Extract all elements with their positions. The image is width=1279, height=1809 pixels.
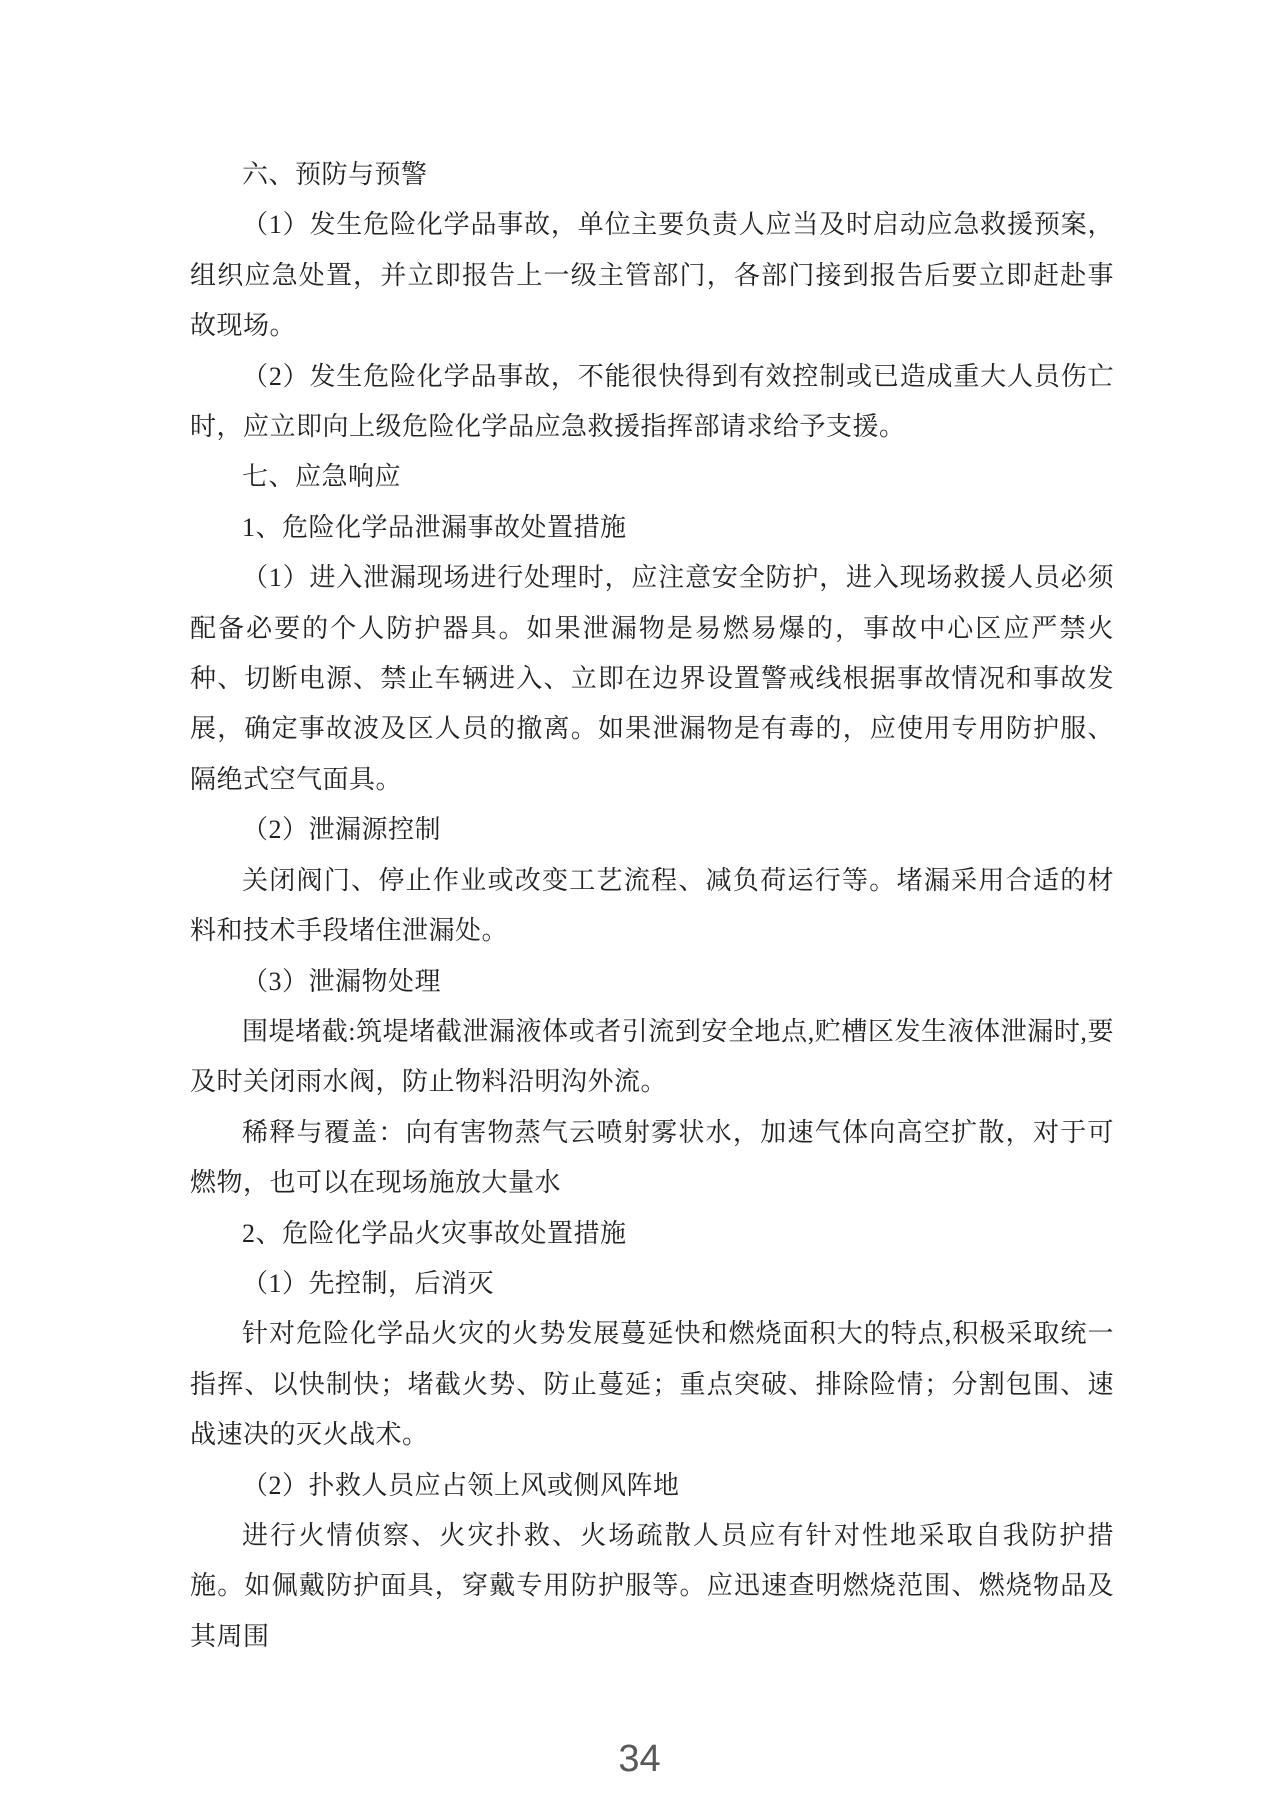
subsection-upwind-position: （2）扑救人员应占领上风或侧风阵地 (242, 1470, 680, 1500)
para-dike-containment: 围堤堵截:筑堤堵截泄漏液体或者引流到安全地点,贮槽区发生液体泄漏时,要及时关闭雨水阀，防止物料沿明沟外流。 (190, 1016, 1114, 1097)
para-leak-site-entry-protection: （1）进入泄漏现场进行处理时，应注意安全防护，进入现场救援人员必须配备必要的个人防护器具。如果泄漏物是易燃易爆的，事故中心区应严禁火种、切断电源、禁止车辆进入、立即在边界设置警戒线根据事故情况和事故发展，确定事故波及区人员的撤离。如果泄漏物是有毒的，应使用专用防护服、隔绝式空气面具。 (190, 563, 1114, 794)
document-body (190, 150, 1114, 1662)
subsection-control-first-extinguish-later: （1）先控制，后消灭 (242, 1268, 495, 1298)
section-heading-prevention-warning: 六、预防与预警 (242, 160, 428, 189)
para-accident-request-support: （2）发生危险化学品事故，不能很快得到有效控制或已造成重大人员伤亡时，应立即向上级危险化学品应急救援指挥部请求给予支援。 (190, 361, 1114, 442)
section-heading-emergency-response: 七、应急响应 (242, 462, 402, 492)
para-fire-recon-self-protection: 进行火情侦察、火灾扑救、火场疏散人员应有针对性地采取自我防护措施。如佩戴防护面具，穿戴专用防护服等。应迅速查明燃烧范围、燃烧物品及其周围 (190, 1520, 1114, 1651)
para-dilution-and-cover: 稀释与覆盖：向有害物蒸气云喷射雾状水，加速气体向高空扩散，对于可燃物，也可以在现场施放大量水 (190, 1117, 1114, 1198)
para-accident-report-procedure: （1）发生危险化学品事故，单位主要负责人应当及时启动应急救援预案，组织应急处置，并立即报告上一级主管部门，各部门接到报告后要立即赶赴事故现场。 (190, 210, 1114, 341)
page-number: 34 (618, 1738, 661, 1780)
subsection-leak-disposal-measures: 1、危险化学品泄漏事故处置措施 (242, 512, 627, 542)
subsection-fire-disposal-measures: 2、危险化学品火灾事故处置措施 (242, 1218, 627, 1248)
subsection-leaked-material-handling: （3）泄漏物处理 (242, 966, 442, 996)
para-valve-closure-plugging: 关闭阀门、停止作业或改变工艺流程、减负荷运行等。堵漏采用合适的材料和技术手段堵住泄漏处。 (190, 865, 1114, 946)
para-firefighting-tactics: 针对危险化学品火灾的火势发展蔓延快和燃烧面积大的特点,积极采取统一指挥、以快制快；堵截火势、防止蔓延；重点突破、排除险情；分割包围、速战速决的灭火战术。 (190, 1319, 1114, 1450)
subsection-leak-source-control: （2）泄漏源控制 (242, 815, 442, 845)
